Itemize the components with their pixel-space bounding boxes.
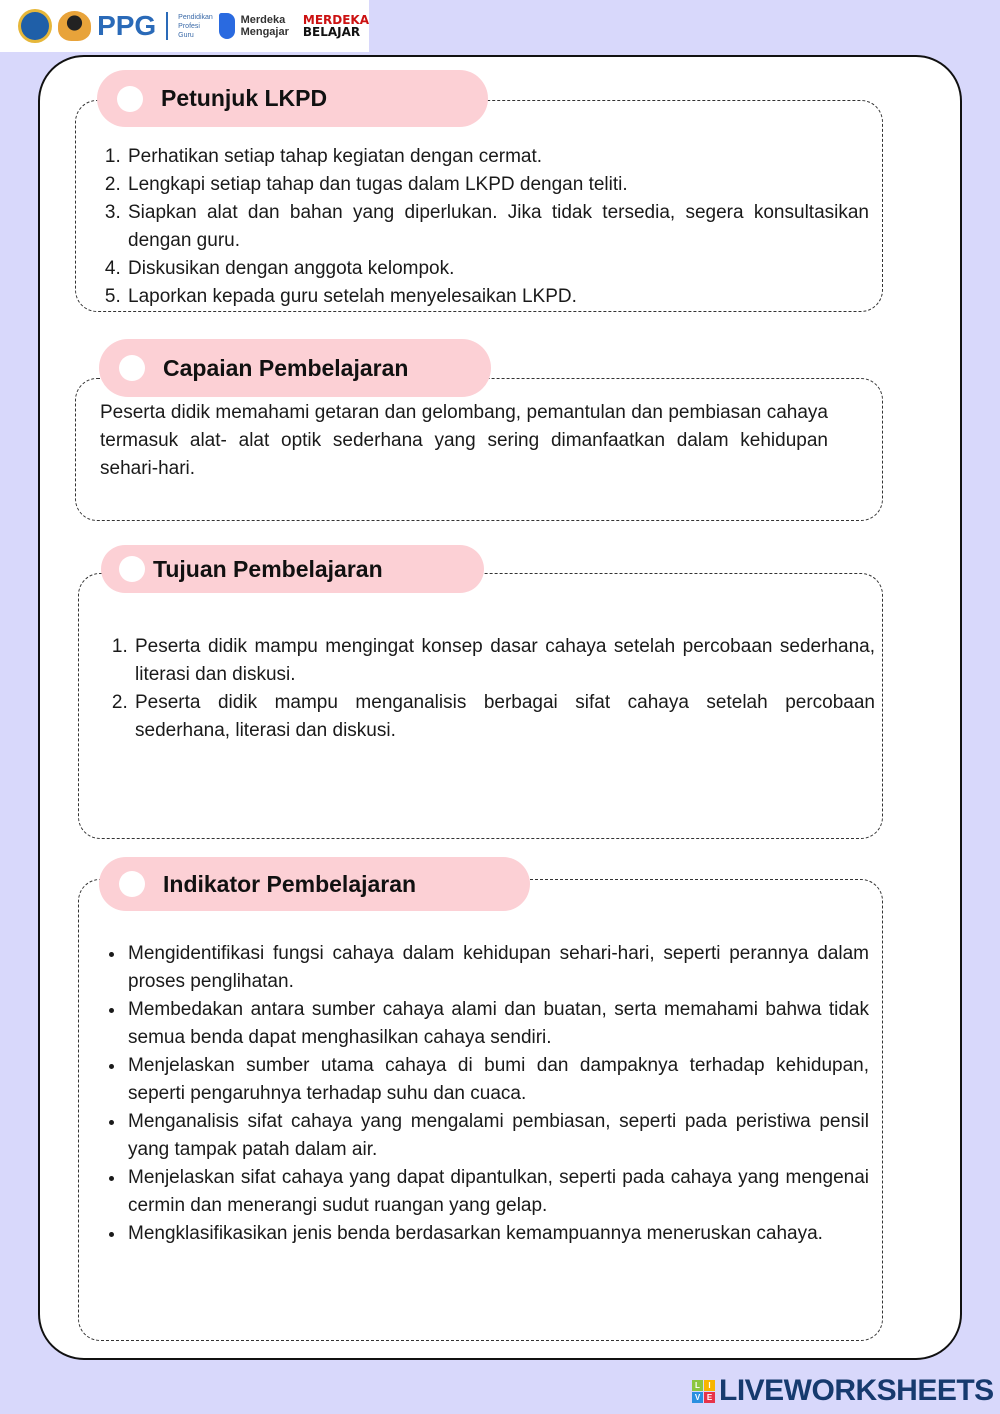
list-item: 1. Peserta didik mampu mengingat konsep dasar cahaya setelah percobaan sederhana, literasi dan diskusi. xyxy=(133,633,875,689)
circle-icon xyxy=(119,355,145,381)
liveworksheets-logo[interactable] xyxy=(692,1374,994,1408)
section-title: Indikator Pembelajaran xyxy=(163,870,417,897)
circle-icon xyxy=(119,556,145,582)
section-title: Capaian Pembelajaran xyxy=(163,354,409,381)
list-item: 2. Lengkapi setiap tahap dan tugas dalam LKPD dengan teliti. xyxy=(126,171,869,199)
mm-line: Mengajar xyxy=(240,26,289,38)
header-logos xyxy=(0,0,369,52)
list-item: 4. Diskusikan dengan anggota kelompok. xyxy=(126,255,869,283)
list-item: 2. Peserta didik mampu menganalisis berbagai sifat cahaya setelah percobaan sederhana, literasi dan diskusi. xyxy=(133,689,875,745)
university-logo-icon xyxy=(58,11,91,41)
section-title: Tujuan Pembelajaran xyxy=(153,555,383,582)
petunjuk-header xyxy=(97,70,488,127)
list-item: • Menjelaskan sifat cahaya yang dapat dipantulkan, seperti pada cahaya yang mengenai cermin dan menerangi sudut ruangan yang gelap. xyxy=(126,1164,869,1220)
merdeka-mengajar-logo xyxy=(241,14,289,38)
circle-icon xyxy=(119,871,145,897)
list-item: 1. Perhatikan setiap tahap kegiatan dengan cermat. xyxy=(126,143,869,171)
mb-line: MERDEKA xyxy=(302,13,369,27)
ppg-sub-line: Profesi xyxy=(178,22,200,30)
ppg-logo-text: PPG xyxy=(97,10,157,41)
list-item: 5. Laporkan kepada guru setelah menyelesaikan LKPD. xyxy=(126,283,869,311)
tujuan-list xyxy=(107,633,875,745)
logo-letter: E xyxy=(704,1392,715,1403)
ppg-sub-line: Pendidikan xyxy=(178,13,213,21)
list-item: • Mengklasifikasikan jenis benda berdasarkan kemampuannya meneruskan cahaya. xyxy=(126,1220,869,1248)
tujuan-header xyxy=(101,545,484,593)
logo-letter: L xyxy=(692,1380,703,1391)
ppg-subtitle xyxy=(178,13,213,40)
kemdikbud-logo-icon xyxy=(18,9,52,43)
indikator-header xyxy=(99,857,530,911)
list-item: • Menjelaskan sumber utama cahaya di bumi dan dampaknya terhadap kehidupan, seperti pengaruhnya terhadap suhu dan cuaca. xyxy=(126,1052,869,1108)
divider xyxy=(166,12,168,40)
live-blocks-icon xyxy=(692,1380,715,1403)
brand-text: LIVEWORKSHEETS xyxy=(719,1374,994,1407)
merdeka-belajar-logo xyxy=(303,14,369,38)
ppg-sub-line: Guru xyxy=(178,31,194,39)
list-item: • Menganalisis sifat cahaya yang mengalami pembiasan, seperti pada peristiwa pensil yang tampak patah dalam air. xyxy=(126,1108,869,1164)
list-item: • Mengidentifikasi fungsi cahaya dalam kehidupan sehari-hari, seperti perannya dalam proses penglihatan. xyxy=(126,940,869,996)
indikator-list xyxy=(100,940,869,1248)
logo-letter: V xyxy=(692,1392,703,1403)
mm-line: Merdeka xyxy=(240,14,286,26)
capaian-header xyxy=(99,339,491,397)
list-item: • Membedakan antara sumber cahaya alami dan buatan, serta memahami bahwa tidak semua benda dapat menghasilkan cahaya sendiri. xyxy=(126,996,869,1052)
section-title: Petunjuk LKPD xyxy=(161,85,328,111)
mb-line: BELAJAR xyxy=(302,25,361,39)
capaian-text: Peserta didik memahami getaran dan gelombang, pemantulan dan pembiasan cahaya termasuk alat- alat optik sederhana yang sering dimanfaatkan dalam kehidupan sehari-hari. xyxy=(100,402,828,479)
list-item: 3. Siapkan alat dan bahan yang diperlukan. Jika tidak tersedia, segera konsultasikan dengan guru. xyxy=(126,199,869,255)
logo-letter: I xyxy=(704,1380,715,1391)
circle-icon xyxy=(117,86,143,112)
petunjuk-list xyxy=(100,143,869,311)
merdeka-mengajar-icon xyxy=(219,13,235,39)
